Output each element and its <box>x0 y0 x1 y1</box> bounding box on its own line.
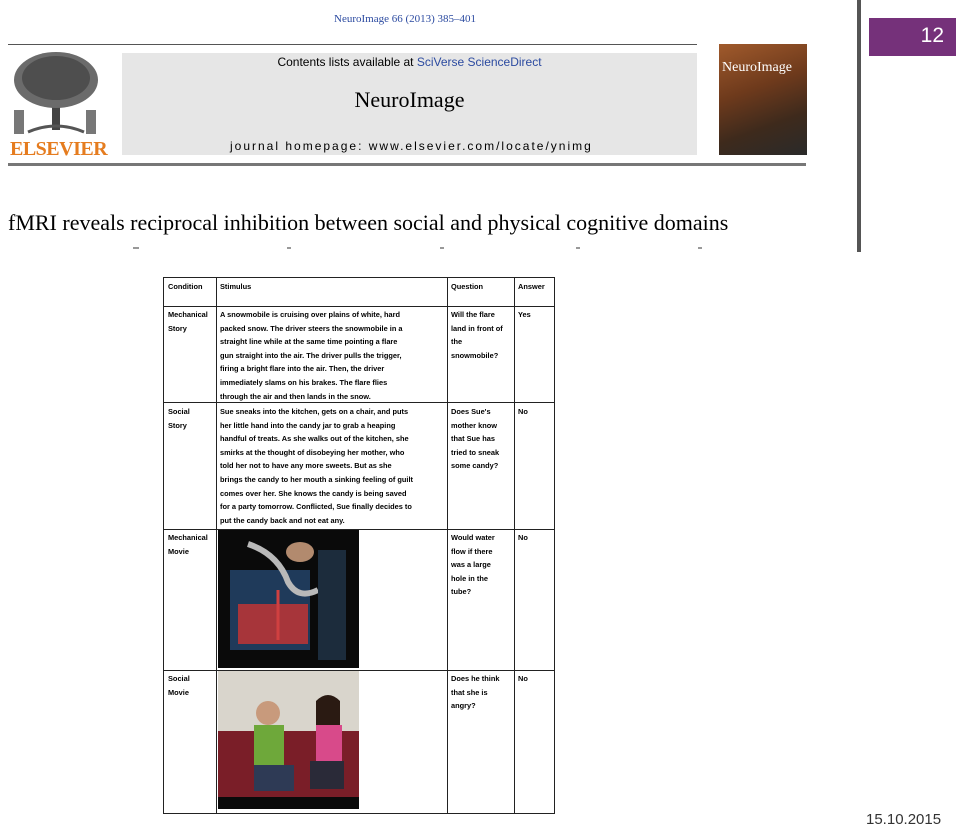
stimulus-table <box>163 277 555 814</box>
row-question: Does Sue's mother know that Sue has tried to sneak some candy? <box>451 407 500 471</box>
journal-banner <box>122 53 697 155</box>
row-stimulus-text: A snowmobile is cruising over plains of white, hard packed snow. The driver steers the snowmobile in a straight line while at the same time pointing a flare gun straight into the air. The driver pulls the trigger, firing a bright flare into the air. Then, the driver immediately slams on his brakes. The flare flies through the air and then lands in the snow. <box>220 310 403 401</box>
row-condition: Mechanical Movie <box>168 533 208 556</box>
row-question: Will the flare land in front of the snowmobile? <box>451 310 503 360</box>
row-condition: Mechanical Story <box>168 310 208 333</box>
row-condition: Social Movie <box>168 674 190 697</box>
row-condition: Social Story <box>168 407 190 430</box>
movie-still-couple-on-couch <box>218 671 359 809</box>
header-answer: Answer <box>518 282 545 291</box>
row-question: Does he think that she is angry? <box>451 674 500 711</box>
journal-name: NeuroImage <box>354 87 465 112</box>
movie-still-water-tube <box>218 530 359 668</box>
slide-divider-bar <box>857 0 861 252</box>
row-stimulus-text: Sue sneaks into the kitchen, gets on a chair, and puts her little hand into the candy jar to grab a heaping handful of treats. As she walks out of the kitchen, she smirks at the thought of disobeying her mother, who told her not to have any more sweets. But as she brings the candy to her mouth a sinking feeling of guilt comes over her. She knows the candy is being saved for a party tomorrow. Conflicted, Sue finally decides to put the candy back and not eat any. <box>220 407 413 525</box>
slide-number: 12 <box>869 18 956 56</box>
sciencedirect-link[interactable]: SciVerse ScienceDirect <box>416 55 542 69</box>
elsevier-wordmark: ELSEVIER <box>10 138 108 160</box>
slide-date: 15.10.2015 <box>866 811 942 828</box>
header-rule <box>8 44 697 45</box>
journal-citation: NeuroImage 66 (2013) 385–401 <box>334 13 477 25</box>
header-stimulus: Stimulus <box>220 282 252 291</box>
journal-cover-image <box>719 44 807 155</box>
header-question: Question <box>451 282 484 291</box>
journal-homepage[interactable]: journal homepage: www.elsevier.com/locate/ynimg <box>230 139 593 153</box>
row-answer: Yes <box>518 310 531 319</box>
contents-line: Contents lists available at SciVerse ScienceDirect <box>277 55 542 69</box>
cover-title: NeuroImage <box>722 60 792 75</box>
row-answer: No <box>518 674 528 683</box>
header-thick-rule <box>8 163 806 166</box>
row-answer: No <box>518 407 528 416</box>
row-answer: No <box>518 533 528 542</box>
cropped-author-line <box>0 246 860 250</box>
header-condition: Condition <box>168 282 203 291</box>
paper-title: fMRI reveals reciprocal inhibition between social and physical cognitive domains <box>8 210 729 235</box>
row-question: Would water flow if there was a large hole in the tube? <box>451 533 495 597</box>
